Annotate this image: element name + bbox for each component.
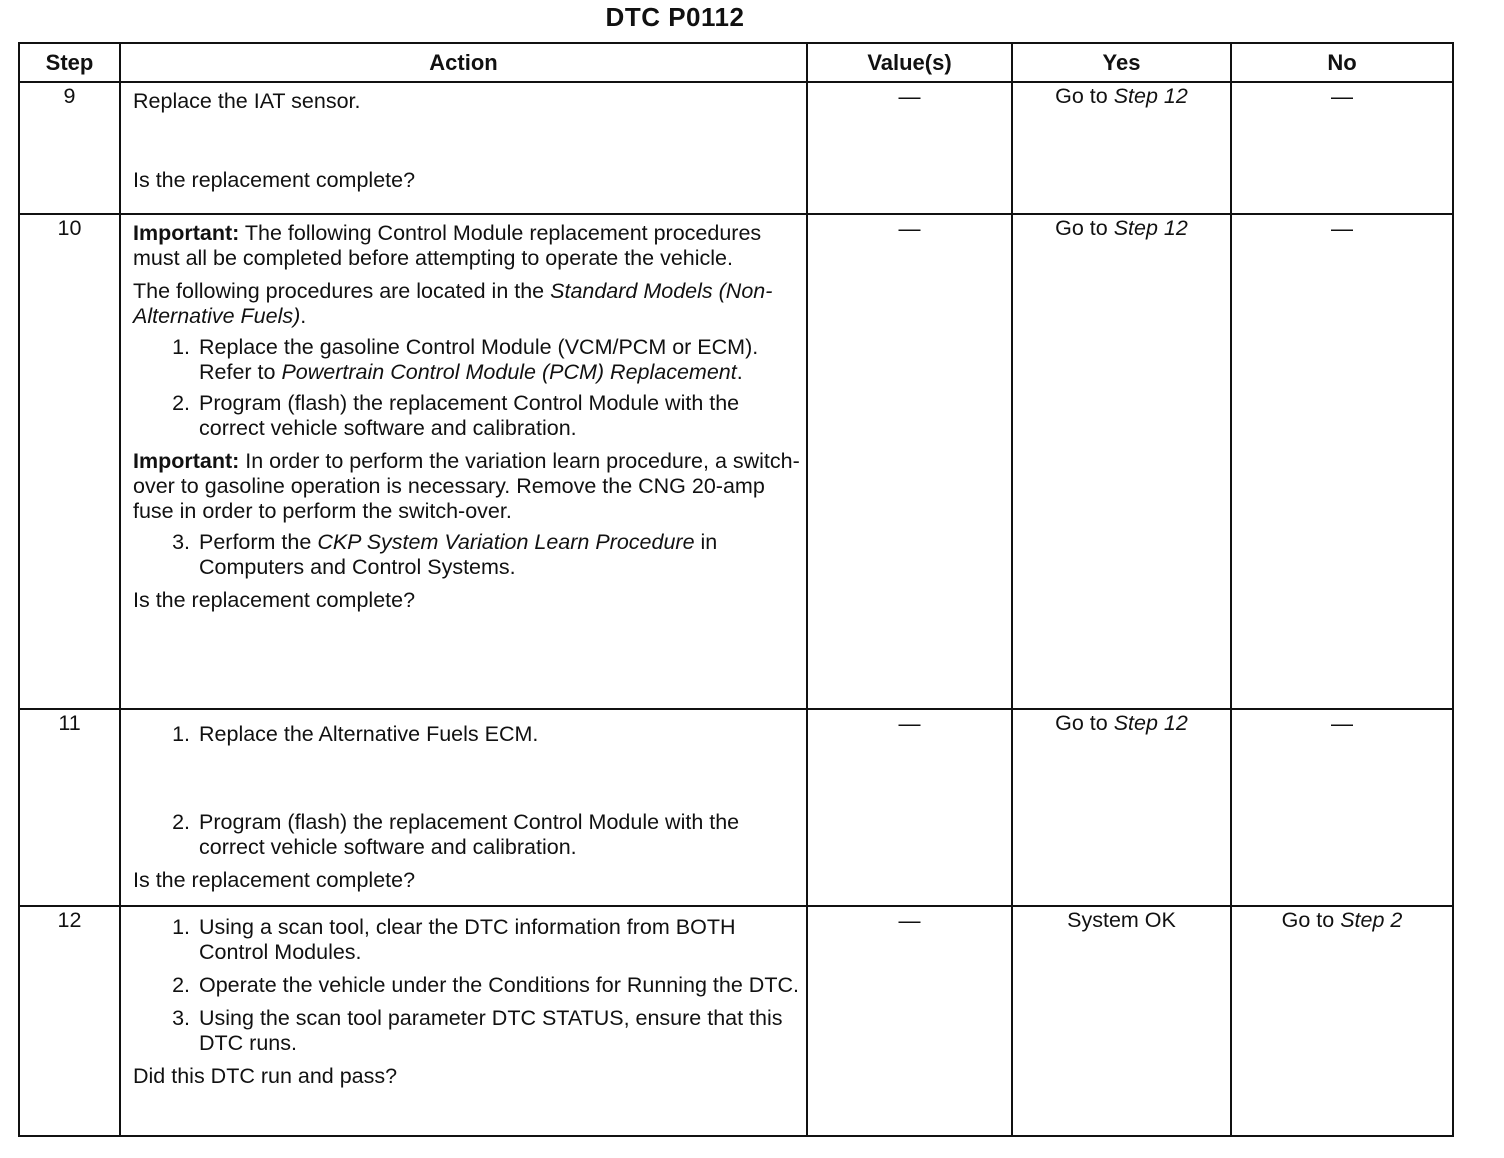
page-title	[0, 2, 1350, 33]
no-cell	[1231, 906, 1453, 1136]
header-action: Action	[120, 43, 807, 82]
no-cell: —	[1231, 82, 1453, 214]
procedure-list	[133, 530, 800, 580]
action-cell	[120, 82, 807, 214]
list-item-text	[190, 530, 800, 580]
step-number: 10	[19, 214, 120, 709]
list-item-number: 3.	[172, 1006, 190, 1030]
table-row-step-12	[19, 906, 1453, 1136]
list-item-text	[190, 335, 800, 385]
header-no: No	[1231, 43, 1453, 82]
list-item-number: 3.	[172, 530, 190, 554]
list-item-number: 1.	[172, 722, 190, 746]
important-text: The following Control Module replacement procedures must all be completed before attempting to operate the vehicle.	[133, 221, 762, 270]
no-cell: —	[1231, 709, 1453, 906]
action-cell	[120, 906, 807, 1136]
item-end: .	[736, 360, 743, 384]
action-question: Did this DTC run and pass?	[133, 1064, 398, 1088]
header-values: Value(s)	[807, 43, 1012, 82]
step-number: 9	[19, 82, 120, 214]
important-label: Important:	[133, 449, 240, 473]
table-row-step-10	[19, 214, 1453, 709]
action-cell	[120, 709, 807, 906]
list-item	[133, 530, 800, 580]
intro-end: .	[300, 304, 307, 328]
values-cell: —	[807, 214, 1012, 709]
list-item	[133, 391, 800, 441]
item-reference[interactable]: Powertrain Control Module (PCM) Replacement	[281, 360, 737, 384]
list-item-text: Using the scan tool parameter DTC STATUS, ensure that this DTC runs.	[199, 1006, 783, 1055]
table-header-row	[19, 43, 1453, 82]
procedure-list	[133, 335, 800, 441]
item-text: Replace the gasoline Control Module (VCM/PCM or ECM). Refer to	[199, 335, 759, 384]
step-number: 12	[19, 906, 120, 1136]
important-text: In order to perform the variation learn procedure, a switch-over to gasoline operation is necessary. Remove the CNG 20-amp fuse in order to perform the switch-over.	[133, 449, 800, 523]
values-cell: —	[807, 82, 1012, 214]
list-item	[133, 810, 800, 860]
procedure-list	[133, 915, 800, 1056]
table-row-step-9	[19, 82, 1453, 214]
list-item-number: 1.	[172, 915, 190, 939]
list-item	[133, 1006, 800, 1056]
header-yes: Yes	[1012, 43, 1231, 82]
list-item	[133, 915, 800, 965]
no-cell: —	[1231, 214, 1453, 709]
important-note	[133, 221, 800, 271]
list-item-text: Program (flash) the replacement Control Module with the correct vehicle software and calibration.	[199, 810, 740, 859]
action-question: Is the replacement complete?	[133, 168, 416, 192]
action-question: Is the replacement complete?	[133, 868, 416, 892]
list-item-number: 2.	[172, 391, 190, 415]
list-item-text: Program (flash) the replacement Control Module with the correct vehicle software and calibration.	[199, 391, 740, 440]
item-text: Perform the	[199, 530, 312, 554]
yes-cell	[1012, 82, 1231, 214]
action-question: Is the replacement complete?	[133, 588, 416, 612]
list-item-number: 2.	[172, 973, 190, 997]
item-end: in Computers and Control Systems.	[199, 530, 718, 579]
yes-prefix: Go to	[1055, 711, 1108, 735]
no-step-link[interactable]: Step 2	[1340, 908, 1403, 932]
table-row-step-11	[19, 709, 1453, 906]
header-step: Step	[19, 43, 120, 82]
list-item	[133, 722, 800, 747]
list-item-number: 1.	[172, 335, 190, 359]
yes-result-text: System OK	[1067, 908, 1176, 932]
procedure-list	[133, 722, 800, 860]
step-number: 11	[19, 709, 120, 906]
list-item-text: Using a scan tool, clear the DTC information from BOTH Control Modules.	[199, 915, 736, 964]
list-item	[133, 973, 800, 998]
diagnostic-table	[18, 42, 1454, 1137]
important-label: Important:	[133, 221, 240, 245]
yes-cell	[1012, 709, 1231, 906]
intro-paragraph	[133, 279, 800, 329]
yes-prefix: Go to	[1055, 216, 1108, 240]
action-cell	[120, 214, 807, 709]
important-note	[133, 449, 800, 524]
list-item-text: Operate the vehicle under the Conditions for Running the DTC.	[199, 973, 799, 997]
page-title-text: DTC P0112	[605, 2, 745, 32]
values-cell: —	[807, 906, 1012, 1136]
yes-cell	[1012, 214, 1231, 709]
values-cell: —	[807, 709, 1012, 906]
no-prefix: Go to	[1281, 908, 1335, 932]
action-text: Replace the IAT sensor.	[133, 89, 361, 113]
list-item-text: Replace the Alternative Fuels ECM.	[199, 722, 539, 746]
intro-reference[interactable]: Standard Models (Non-Alternative Fuels)	[133, 279, 773, 328]
item-reference[interactable]: CKP System Variation Learn Procedure	[317, 530, 695, 554]
intro-text: The following procedures are located in the	[133, 279, 545, 303]
list-item-number: 2.	[172, 810, 190, 834]
yes-cell	[1012, 906, 1231, 1136]
list-item	[133, 335, 800, 385]
yes-step-link[interactable]: Step 12	[1113, 216, 1188, 240]
yes-step-link[interactable]: Step 12	[1113, 84, 1188, 108]
yes-prefix: Go to	[1055, 84, 1108, 108]
yes-step-link[interactable]: Step 12	[1113, 711, 1188, 735]
